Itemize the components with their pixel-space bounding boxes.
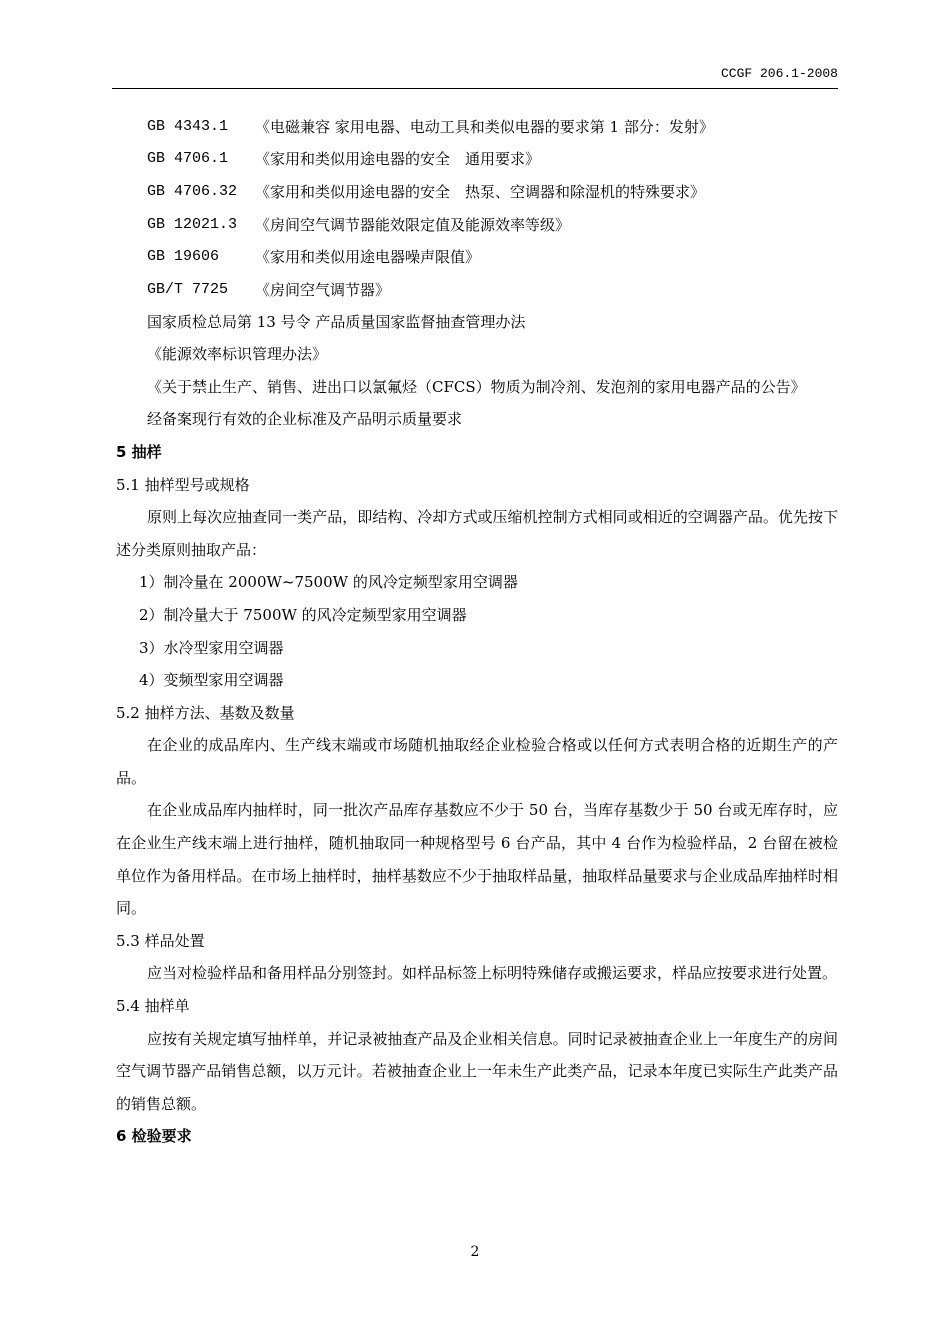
paragraph: 原则上每次应抽查同一类产品，即结构、冷却方式或压缩机控制方式相同或相近的空调器产品。优先按下述分类原则抽取产品：	[116, 508, 838, 559]
subsection-heading: 5.3 样品处置	[116, 931, 205, 950]
list-item: 2）制冷量大于 7500W 的风冷定频型家用空调器	[139, 605, 467, 624]
reference-title: 《房间空气调节器能效限定值及能源效率等级》	[255, 215, 571, 234]
reference-title: 《电磁兼容 家用电器、电动工具和类似电器的要求第 1 部分：发射》	[255, 117, 714, 136]
reference-code: GB 19606	[147, 248, 220, 266]
reference-code: GB 4706.32	[147, 182, 238, 200]
reference-code: GB/T 7725	[147, 280, 229, 298]
regulation-item: 《能源效率标识管理办法》	[147, 345, 328, 364]
page-header	[112, 66, 838, 89]
reference-title: 《家用和类似用途电器的安全 热泵、空调器和除湿机的特殊要求》	[255, 182, 706, 201]
list-item: 1）制冷量在 2000W~7500W 的风冷定频型家用空调器	[139, 573, 518, 592]
reference-row	[116, 240, 838, 273]
subsection-heading: 5.1 抽样型号或规格	[116, 475, 250, 494]
reference-row	[116, 273, 838, 306]
regulation-item: 《关于禁止生产、销售、进出口以氯氟烃（CFCS）物质为制冷剂、发泡剂的家用电器产品的公告》	[147, 377, 806, 396]
section-heading: 5 抽样	[116, 442, 162, 461]
subsection-heading: 5.4 抽样单	[116, 997, 190, 1016]
reference-row	[116, 175, 838, 208]
reference-title: 《家用和类似用途电器的安全 通用要求》	[255, 150, 541, 169]
page-number: 2	[470, 1244, 480, 1260]
reference-row	[116, 143, 838, 176]
reference-code: GB 4343.1	[147, 117, 229, 135]
paragraph: 在企业成品库内抽样时，同一批次产品库存基数应不少于 50 台，当库存基数少于 50 台或无库存时，应在企业生产线末端上进行抽样，随机抽取同一种规格型号 6 台产品，其中 4 台作为检验样品，2 台留在被检单位作为备用样品。在市场上抽样时，抽样基数应不少于抽取样品量，抽取样品量要求与企业成品库抽样时相同。	[116, 801, 838, 918]
reference-title: 《家用和类似用途电器噪声限值》	[255, 248, 481, 267]
document-body	[116, 110, 838, 1153]
section-heading: 6 检验要求	[116, 1127, 192, 1146]
reference-row	[116, 110, 838, 143]
regulation-item: 经备案现行有效的企业标准及产品明示质量要求	[147, 410, 463, 429]
paragraph: 应当对检验样品和备用样品分别签封。如样品标签上标明特殊储存或搬运要求，样品应按要求进行处置。	[147, 964, 838, 983]
standard-code: CCGF 206.1-2008	[720, 66, 838, 81]
paragraph: 在企业的成品库内、生产线末端或市场随机抽取经企业检验合格或以任何方式表明合格的近期生产的产品。	[116, 736, 838, 787]
reference-code: GB 12021.3	[147, 215, 238, 233]
subsection-heading: 5.2 抽样方法、基数及数量	[116, 703, 295, 722]
paragraph: 应按有关规定填写抽样单，并记录被抽查产品及企业相关信息。同时记录被抽查企业上一年度生产的房间空气调节器产品销售总额，以万元计。若被抽查企业上一年未生产此类产品，记录本年度已实际生产此类产品的销售总额。	[116, 1029, 838, 1113]
regulation-item: 国家质检总局第 13 号令 产品质量国家监督抽查管理办法	[147, 312, 526, 331]
list-item: 3）水冷型家用空调器	[139, 638, 284, 657]
reference-code: GB 4706.1	[147, 150, 229, 168]
reference-row	[116, 208, 838, 241]
list-item: 4）变频型家用空调器	[139, 671, 284, 690]
reference-title: 《房间空气调节器》	[255, 280, 391, 299]
